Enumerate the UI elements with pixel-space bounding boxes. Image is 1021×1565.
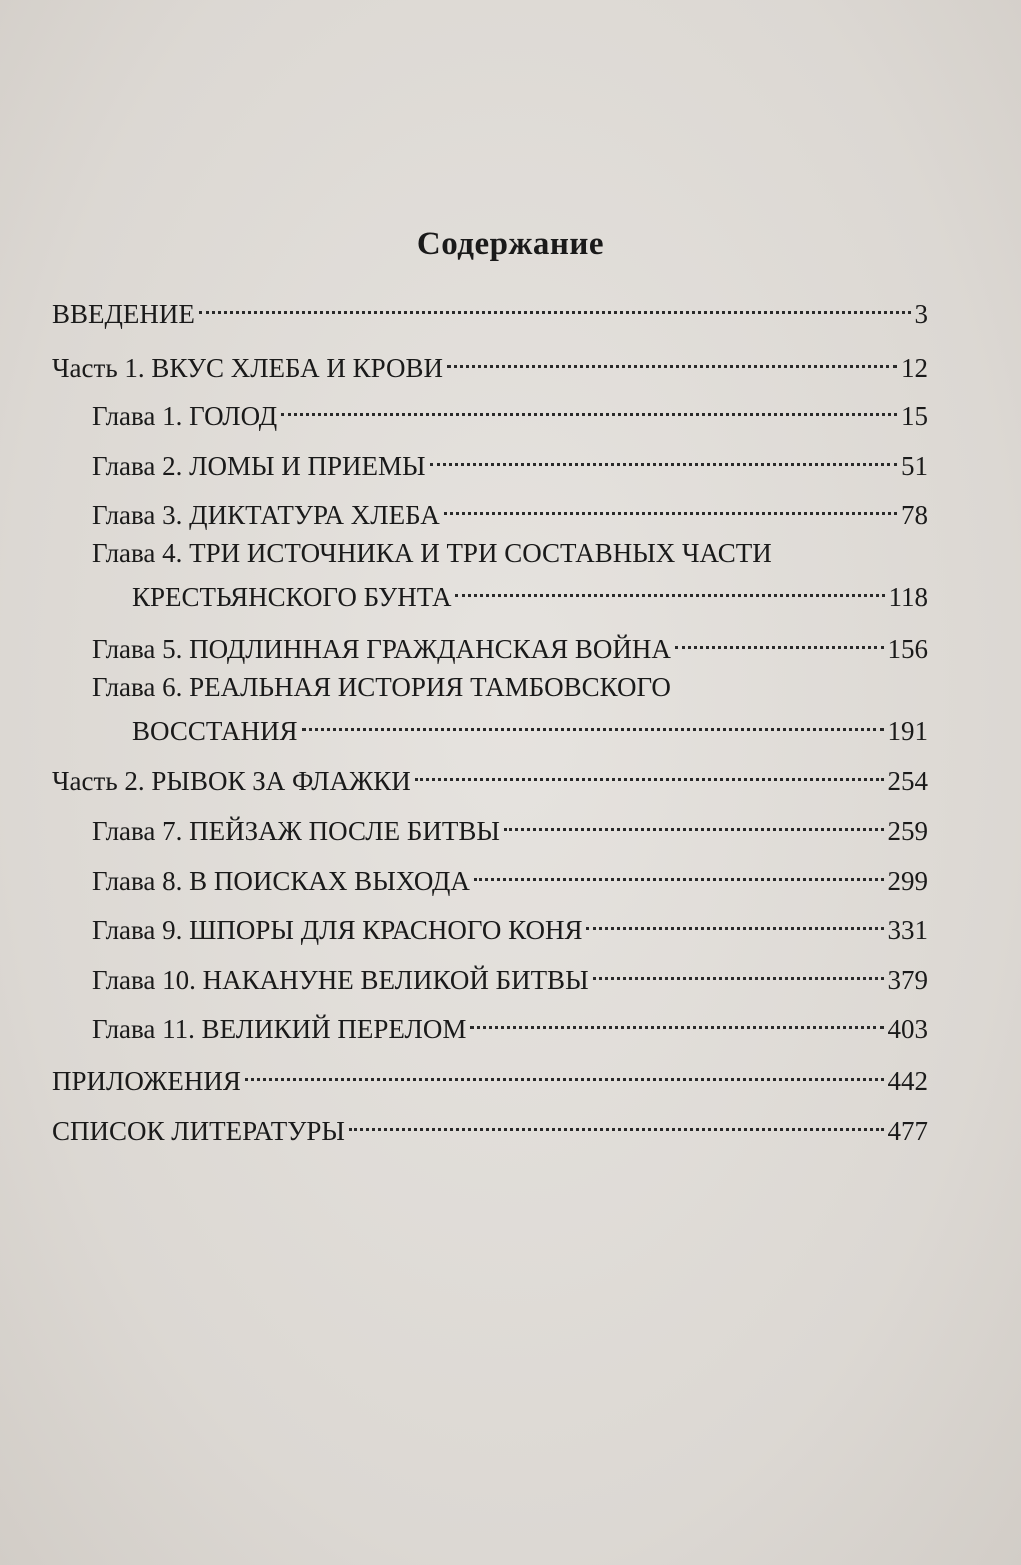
toc-entry-label: Глава 11. ВЕЛИКИЙ ПЕРЕЛОМ	[92, 1014, 467, 1044]
dot-leader	[302, 706, 884, 740]
dot-leader	[349, 1106, 884, 1140]
toc-entry-ch6-line1: Глава 6. РЕАЛЬНАЯ ИСТОРИЯ ТАМБОВСКОГО	[92, 672, 671, 702]
toc-entry-label: Часть 2. РЫВОК ЗА ФЛАЖКИ	[52, 766, 411, 796]
dot-leader	[444, 490, 897, 524]
toc-entry-ch11	[92, 1004, 928, 1046]
toc-entry-page: 331	[887, 915, 928, 945]
dot-leader	[675, 624, 884, 658]
toc-entry-page: 299	[887, 866, 928, 896]
toc-entry-page: 403	[887, 1014, 928, 1044]
toc-entry-page: 51	[901, 451, 928, 481]
toc-entry-page: 259	[887, 816, 928, 846]
dot-leader	[586, 905, 883, 939]
toc-entry-label: Глава 1. ГОЛОД	[92, 401, 278, 431]
toc-entry-ch4	[132, 572, 928, 614]
toc-entry-label: Глава 9. ШПОРЫ ДЛЯ КРАСНОГО КОНЯ	[92, 915, 583, 945]
dot-leader	[447, 343, 897, 377]
toc-entry-page: 442	[887, 1066, 928, 1096]
toc-entry-page: 78	[901, 500, 928, 530]
toc-entry-ch7	[92, 806, 928, 848]
dot-leader	[455, 572, 884, 606]
toc-entry-label: Глава 7. ПЕЙЗАЖ ПОСЛЕ БИТВЫ	[92, 816, 500, 846]
toc-entry-label: Глава 8. В ПОИСКАХ ВЫХОДА	[92, 866, 470, 896]
toc-entry-part1	[52, 343, 928, 385]
toc-entry-appendix	[52, 1056, 928, 1098]
toc-entry-label: Глава 3. ДИКТАТУРА ХЛЕБА	[92, 500, 440, 530]
toc-entry-ch4-line1: Глава 4. ТРИ ИСТОЧНИКА И ТРИ СОСТАВНЫХ ЧАСТИ	[92, 538, 772, 568]
toc-entry-part2	[52, 756, 928, 798]
toc-entry-label: СПИСОК ЛИТЕРАТУРЫ	[52, 1116, 345, 1146]
toc-entry-label: ВВЕДЕНИЕ	[52, 299, 195, 329]
toc-entry-page: 156	[887, 634, 928, 664]
toc-entry-label: ВОССТАНИЯ	[132, 716, 298, 746]
toc-entry-biblio	[52, 1106, 928, 1148]
toc-entry-label: Глава 5. ПОДЛИННАЯ ГРАЖДАНСКАЯ ВОЙНА	[92, 634, 671, 664]
toc-entry-ch5	[92, 624, 928, 666]
toc-entry-label: ПРИЛОЖЕНИЯ	[52, 1066, 241, 1096]
toc-entry-intro	[52, 289, 928, 331]
toc-entry-ch10	[92, 955, 928, 997]
dot-leader	[593, 955, 884, 989]
toc-entry-page: 12	[901, 353, 928, 383]
dot-leader	[470, 1004, 883, 1038]
toc-entry-page: 254	[887, 766, 928, 796]
toc-entry-ch3	[92, 490, 928, 532]
page-title: Содержание	[416, 226, 605, 262]
dot-leader	[281, 391, 897, 425]
dot-leader	[415, 756, 884, 790]
toc-entry-page: 3	[914, 299, 928, 329]
toc-entry-ch8	[92, 856, 928, 898]
toc-entry-page: 191	[887, 716, 928, 746]
toc-entry-label: КРЕСТЬЯНСКОГО БУНТА	[132, 582, 452, 612]
dot-leader	[474, 856, 884, 890]
toc-entry-label: Глава 10. НАКАНУНЕ ВЕЛИКОЙ БИТВЫ	[92, 965, 589, 995]
toc-entry-label: Глава 2. ЛОМЫ И ПРИЕМЫ	[92, 451, 426, 481]
toc-entry-page: 118	[888, 582, 928, 612]
dot-leader	[430, 441, 897, 475]
toc-entry-ch9	[92, 905, 928, 947]
toc-entry-ch2	[92, 441, 928, 483]
toc-entry-page: 15	[901, 401, 928, 431]
dot-leader	[199, 289, 911, 323]
dot-leader	[245, 1056, 884, 1090]
dot-leader	[504, 806, 884, 840]
toc-entry-ch1	[92, 391, 928, 433]
toc-entry-page: 477	[887, 1116, 928, 1146]
toc-entry-ch6	[132, 706, 928, 748]
toc-entry-page: 379	[887, 965, 928, 995]
toc-entry-label: Часть 1. ВКУС ХЛЕБА И КРОВИ	[52, 353, 444, 383]
